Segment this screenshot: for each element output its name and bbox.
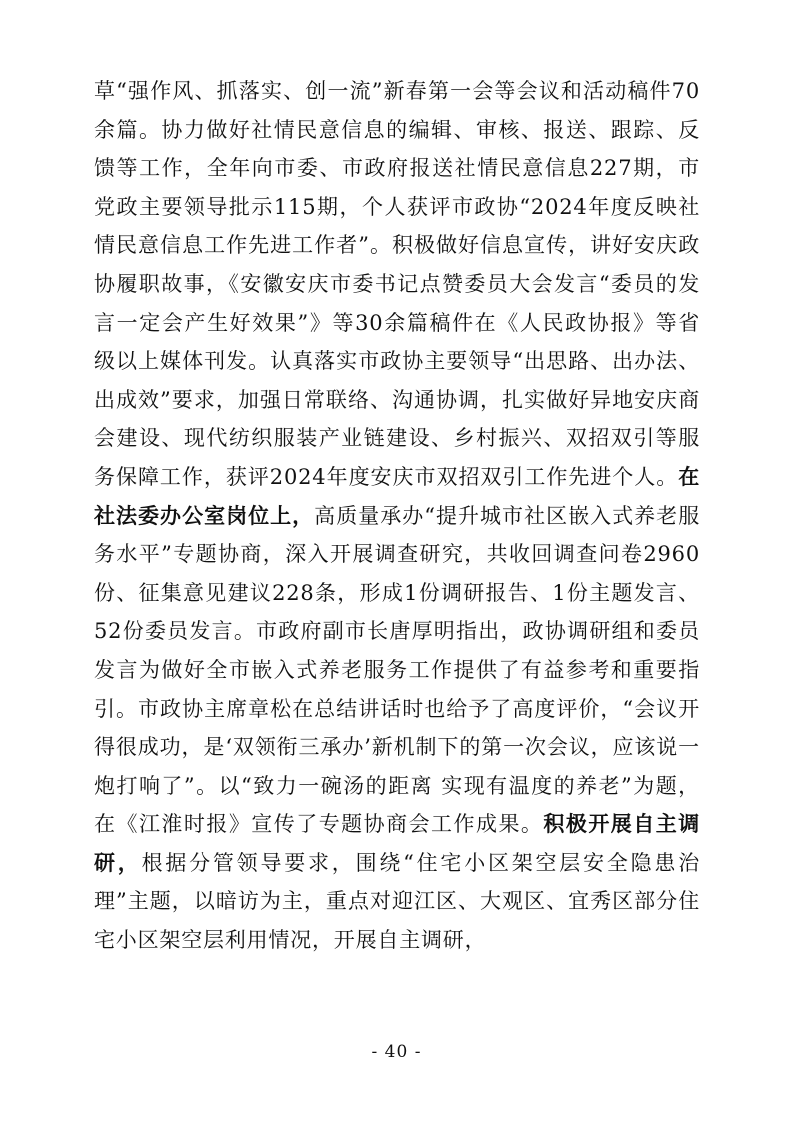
paragraph-text-part3: 根据分管领导要求，围绕“住宅小区架空层安全隐患治理”主题，以暗访为主，重点对迎江区、大观区、宜秀区部分住宅小区架空层利用情况，开展自主调研，	[94, 850, 700, 953]
page-number: - 40 -	[371, 1042, 422, 1062]
body-paragraph	[94, 72, 700, 960]
paragraph-text-part1: 草“强作风、抓落实、创一流”新春第一会等会议和活动稿件70余篇。协力做好社情民意信息的编辑、审核、报送、跟踪、反馈等工作，全年向市委、市政府报送社情民意信息227期，市党政主要领导批示115期，个人获评市政协“2024年度反映社情民意信息工作先进工作者”。积极做好信息宣传，讲好安庆政协履职故事，《安徽安庆市委书记点赞委员大会发言“委员的发言一定会产生好效果”》等30余篇稿件在《人民政协报》等省级以上媒体刊发。认真落实市政协主要领导“出思路、出办法、出成效”要求，加强日常联络、沟通协调，扎实做好异地安庆商会建设、现代纺织服装产业链建设、乡村振兴、双招双引等服务保障工作，获评2024年度安庆市双招双引工作先进个人。	[94, 79, 700, 489]
paragraph-text-part2: 高质量承办“提升城市社区嵌入式养老服务水平”专题协商，深入开展调查研究，共收回调查问卷2960份、征集意见建议228条，形成1份调研报告、1份主题发言、52份委员发言。市政府副市长唐厚明指出，政协调研组和委员发言为做好全市嵌入式养老服务工作提供了有益参考和重要指引。市政协主席章松在总结讲话时也给予了高度评价，“会议开得很成功，是‘双领衔三承办’新机制下的第一次会议，应该说一炮打响了”。以“致力一碗汤的距离 实现有温度的养老”为题，在《江淮时报》宣传了专题协商会工作成果。	[94, 503, 700, 837]
bold-heading-legal-committee: 在社法委办公室岗位上，	[94, 463, 700, 528]
bold-phrase-self-research: 积极开展自主调研，	[94, 811, 701, 875]
